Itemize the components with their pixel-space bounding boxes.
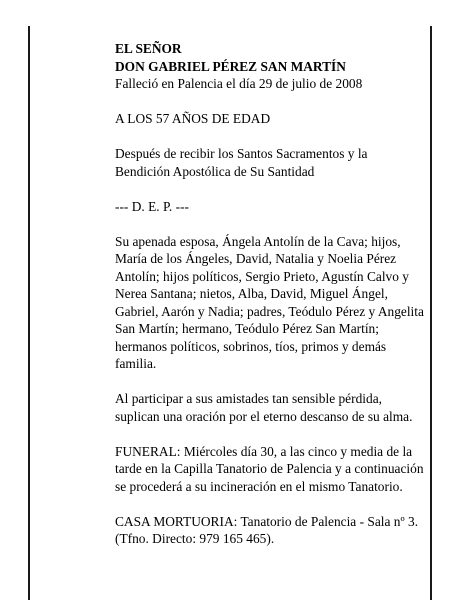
mortuary-paragraph: CASA MORTUORIA: Tanatorio de Palencia - Sala nº 3. (Tfno. Directo: 979 165 465).	[115, 513, 419, 546]
sacraments-paragraph: Después de recibir los Santos Sacramentos y la Bendición Apostólica de Su Santidad	[115, 146, 368, 179]
funeral-paragraph: FUNERAL: Miércoles día 30, a las cinco y media de la tarde en la Capilla Tanatorio de Palencia y a continuación se procederá a su incineración en el mismo Tanatorio.	[115, 443, 424, 494]
title-line-1: EL SEÑOR	[115, 41, 182, 56]
rip-line: --- D. E. P. ---	[115, 198, 190, 214]
right-border-line	[430, 26, 432, 600]
request-paragraph: Al participar a sus amistades tan sensible pérdida, suplican una oración por el eterno descanso de su alma.	[115, 391, 413, 424]
death-date-line: Falleció en Palencia el día 29 de julio de 2008	[115, 76, 363, 91]
left-border-line	[28, 26, 30, 600]
family-paragraph: Su apenada esposa, Ángela Antolín de la Cava; hijos, María de los Ángeles, David, Natalia y Noelia Pérez Antolín; hijos políticos, Sergio Prieto, Agustín Calvo y Nerea Santana; nietos, Alba, David, Miguel Ángel, Gabriel, Aarón y Nadia; padres, Teódulo Pérez y Angelita San Martín; hermano, Teódulo Pérez San Martín; hermanos políticos, sobrinos, tíos, primos y demás familia.	[115, 233, 424, 371]
age-line: A LOS 57 AÑOS DE EDAD	[115, 111, 271, 126]
obituary-text	[115, 40, 425, 548]
deceased-name: DON GABRIEL PÉREZ SAN MARTÍN	[115, 58, 346, 74]
